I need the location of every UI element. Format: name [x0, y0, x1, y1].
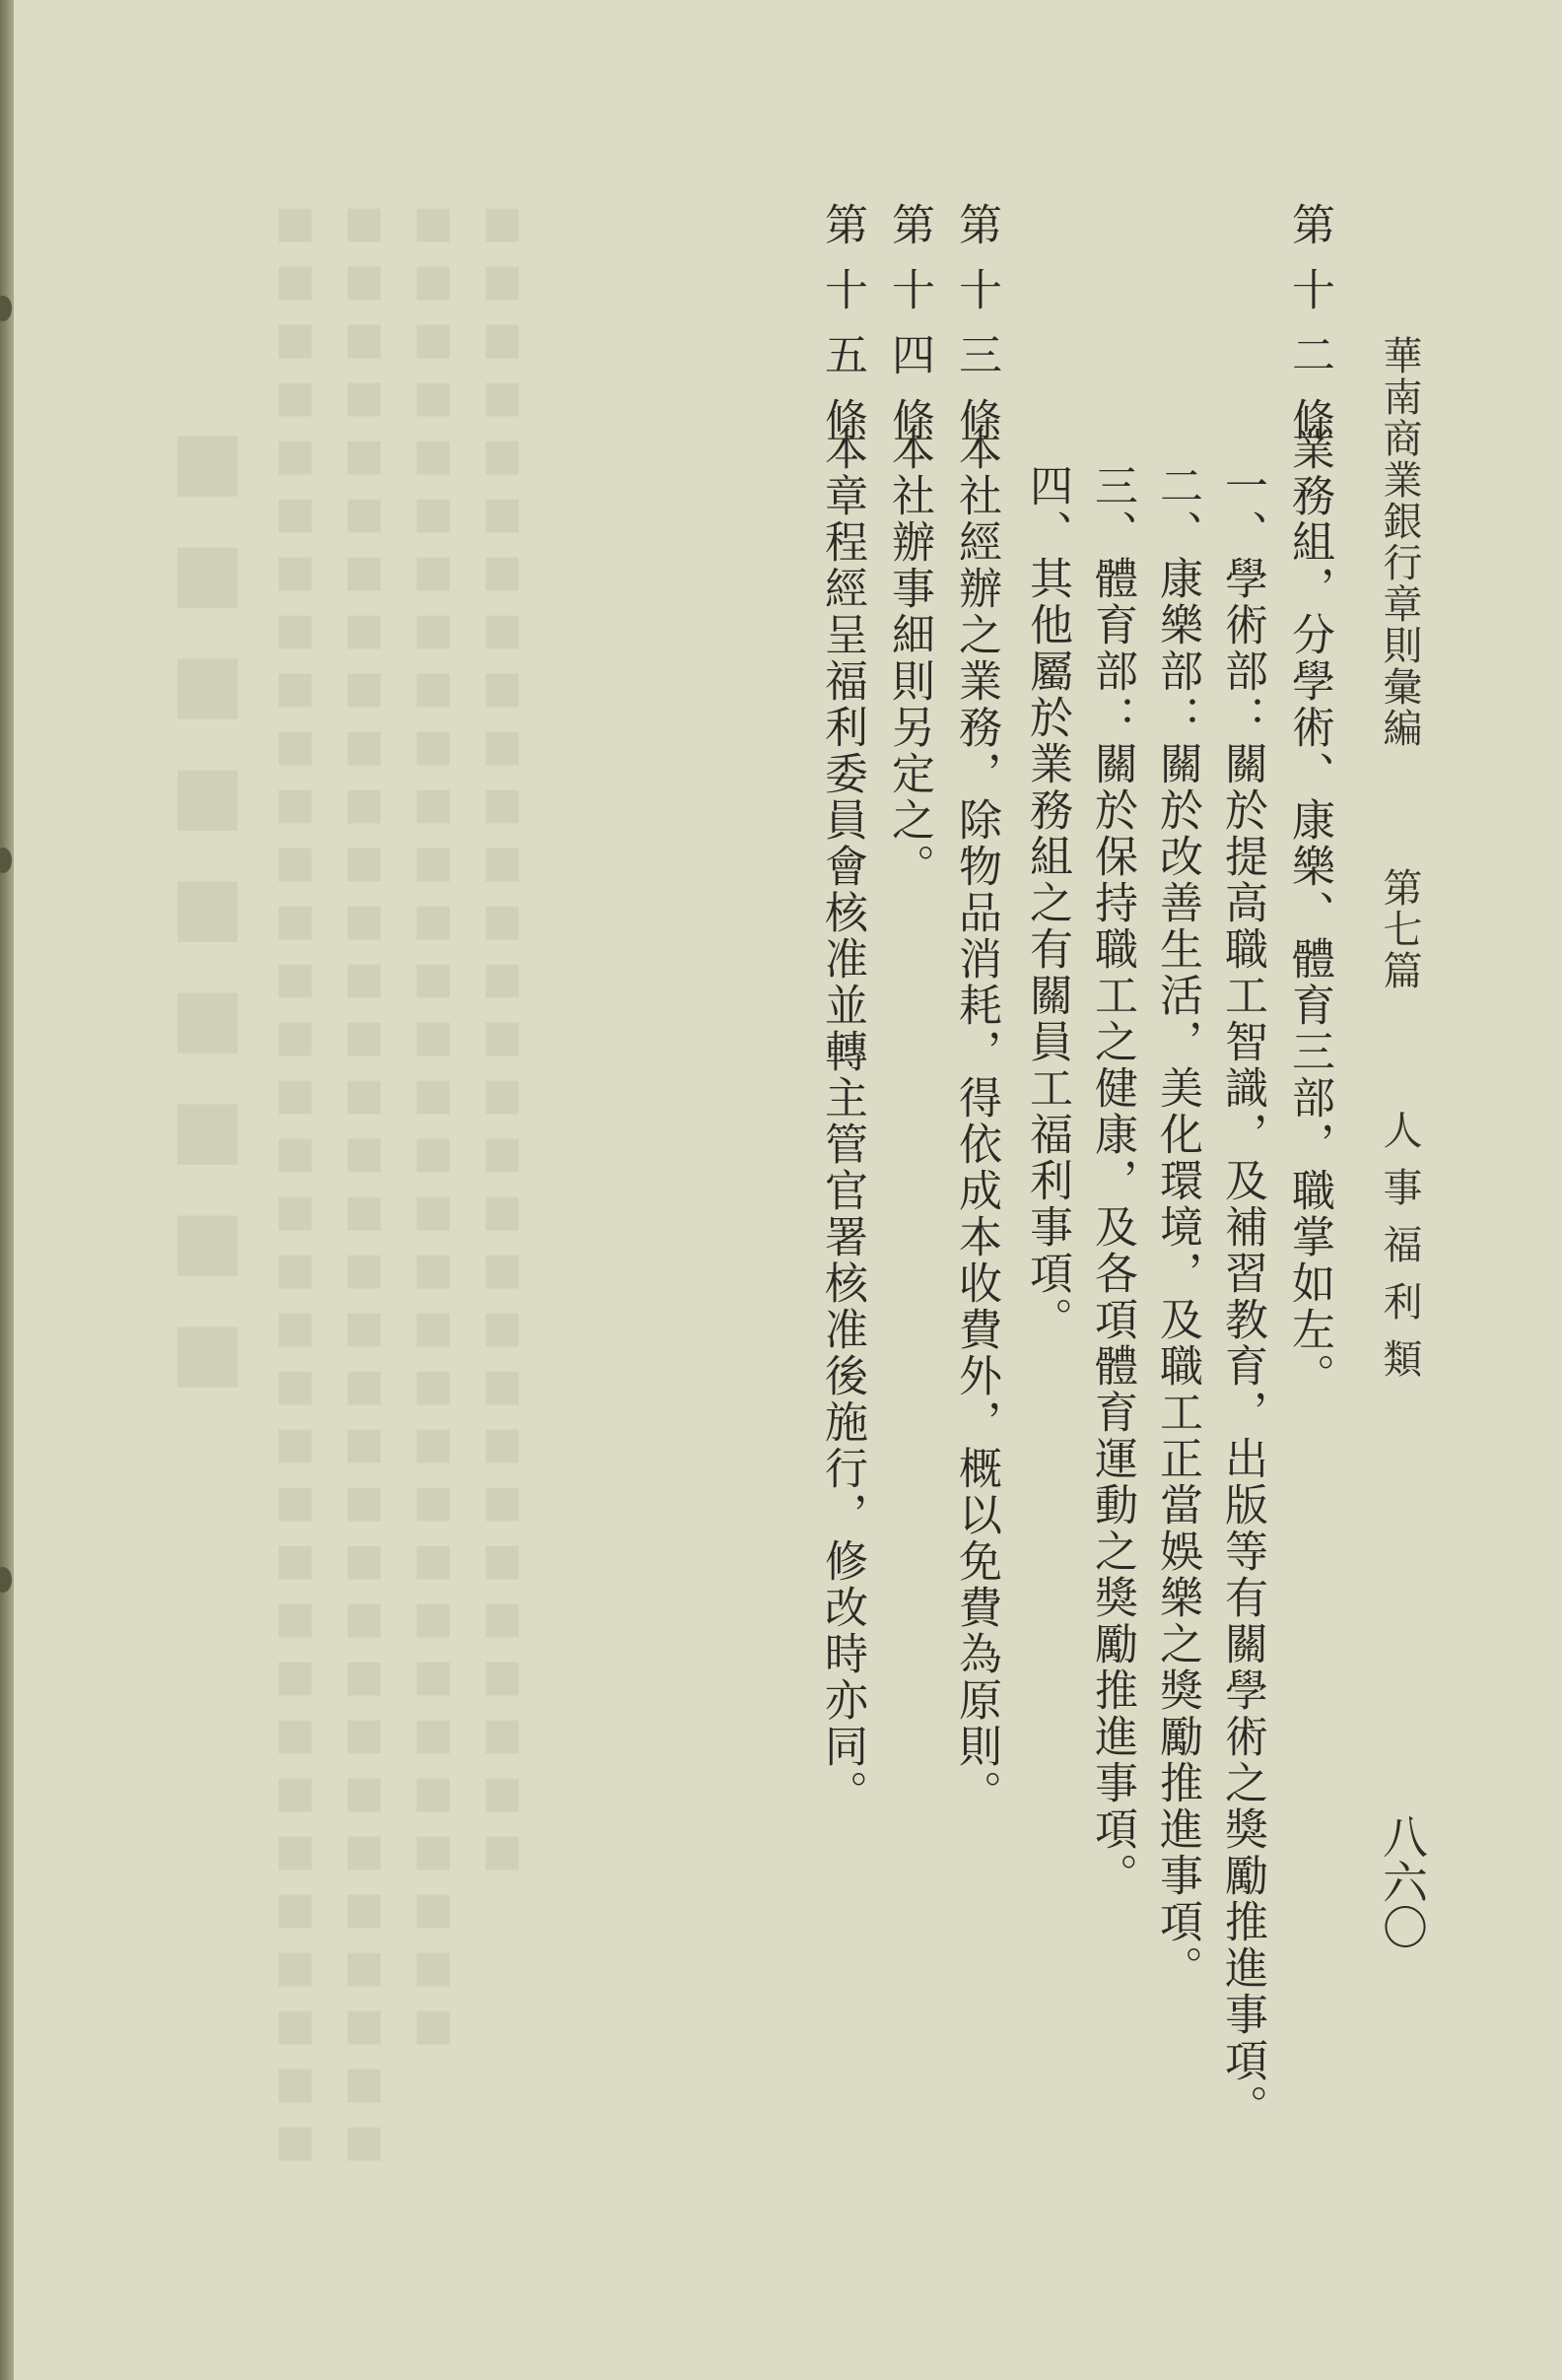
- article-12-item-2: 二、康樂部：關於改善生活，美化環境，及職工正當娛樂之獎勵推進事項。: [1152, 463, 1202, 1992]
- article-15-heading: 第十五條: [817, 202, 867, 462]
- article-12-item-3: 三、體育部：關於保持職工之健康，及各項體育運動之獎勵推進事項。: [1087, 463, 1137, 1899]
- binding-hole: [0, 848, 12, 873]
- show-through-title: ■■■■■■■■■: [162, 414, 253, 1416]
- article-12-item-1: 一、學術部：關於提高職工智識，及補習教育，出版等有關學術之獎勵推進事項。: [1217, 463, 1267, 2131]
- running-header: [1372, 335, 1428, 1395]
- article-12-item-4: 四、其他屬於業務組之有關員工福利事項。: [1022, 463, 1072, 1343]
- article-12-text: 業務組，分學術、康樂、體育三部，職掌如左。: [1284, 427, 1334, 1399]
- binding-hole: [0, 296, 12, 321]
- show-through-column: ■■■■■■■■■■■■■■■■■■■■■■■■■■■■■■■■■■: [339, 197, 389, 2174]
- show-through-column: ■■■■■■■■■■■■■■■■■■■■■■■■■■■■■■■■■■: [270, 197, 320, 2174]
- binding-edge: [0, 0, 14, 2380]
- article-12-heading: 第十二條: [1284, 202, 1334, 462]
- article-13-heading: 第十三條: [951, 202, 1001, 462]
- show-through-column: ■■■■■■■■■■■■■■■■■■■■■■■■■■■■■■■■: [408, 197, 458, 2058]
- category-label: 人事福利類: [1377, 1110, 1422, 1395]
- show-through-column: ■■■■■■■■■■■■■■■■■■■■■■■■■■■■■: [477, 197, 527, 1883]
- book-title: 華南商業銀行章則彙編: [1377, 335, 1422, 749]
- article-14-text: 本社辦事細則另定之。: [884, 427, 934, 890]
- article-13-text: 本社經辦之業務，除物品消耗，得依成本收費外，概以免費為原則。: [951, 427, 1001, 1816]
- binding-hole: [0, 1567, 12, 1593]
- chapter-label: 第七篇: [1377, 867, 1422, 991]
- page-number: 八六〇: [1376, 1813, 1429, 1949]
- article-15-text: 本章程經呈福利委員會核准並轉主管官署核准後施行，修改時亦同。: [817, 427, 867, 1816]
- article-14-heading: 第十四條: [884, 202, 934, 462]
- document-page: [14, 0, 1562, 2380]
